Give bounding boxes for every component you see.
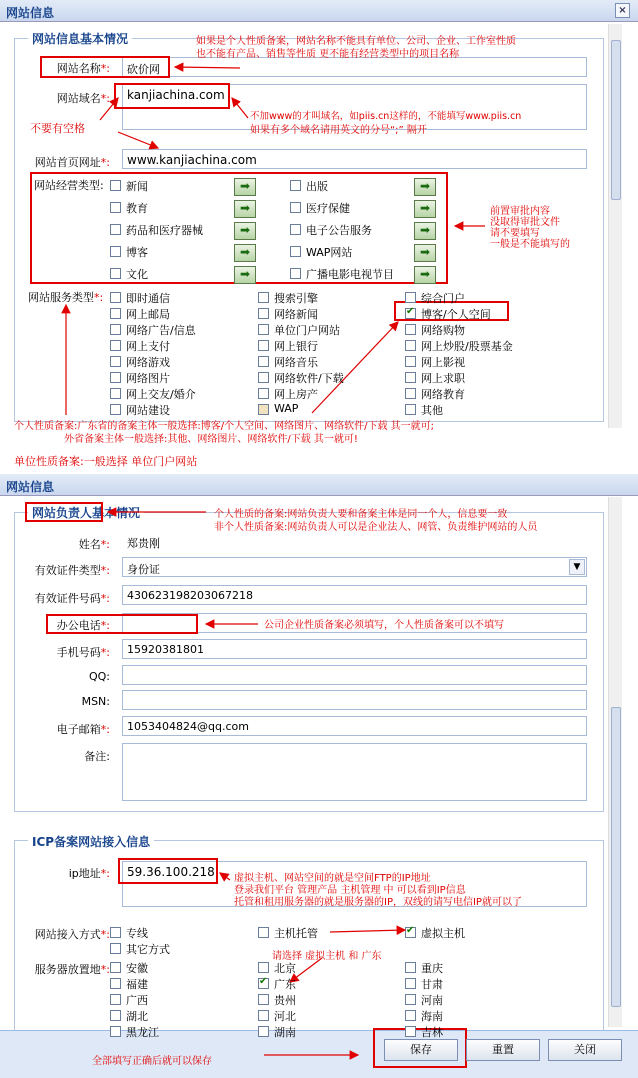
mobile-input[interactable]: 15920381801 xyxy=(122,639,587,659)
email-label: 电子邮箱*: xyxy=(56,723,110,736)
region-checkbox[interactable] xyxy=(110,978,121,989)
biz-label-education: 教育 xyxy=(126,202,148,215)
region-checkbox[interactable] xyxy=(405,1010,416,1021)
email-input[interactable]: 1053404824@qq.com xyxy=(122,716,587,736)
approval-arrow-icon[interactable]: ➡ xyxy=(414,200,436,218)
note-owner-company: 非个人性质备案:网站负责人可以是企业法人、网管、负责维护网站的人员 xyxy=(214,522,538,533)
note-ip-1: 虚拟主机、网站空间的就是空间FTP的IP地址 xyxy=(234,873,431,884)
window-title: 网站信息 xyxy=(6,6,55,20)
region-checkbox[interactable] xyxy=(405,994,416,1005)
approval-arrow-icon[interactable]: ➡ xyxy=(234,222,256,240)
approval-arrow-icon[interactable]: ➡ xyxy=(414,178,436,196)
access-label-dedicated: 专线 xyxy=(126,927,148,940)
note-ip-3: 托管和租用服务器的就是服务器的IP，双线的请写电信IP就可以了 xyxy=(234,897,522,908)
service-label: 网络广告/信息 xyxy=(126,324,196,337)
region-checkbox[interactable] xyxy=(258,1026,269,1037)
service-label: 网上炒股/股票基金 xyxy=(421,340,513,353)
service-checkbox[interactable] xyxy=(405,356,416,367)
service-label: 网络教育 xyxy=(421,388,465,401)
remark-label: 备注: xyxy=(84,750,110,763)
arrow-domain xyxy=(232,98,248,118)
owner-legend: 网站负责人基本情况 xyxy=(28,504,144,521)
region-label: 河北 xyxy=(274,1010,296,1023)
approval-arrow-icon[interactable]: ➡ xyxy=(234,244,256,262)
region-checkbox[interactable] xyxy=(405,1026,416,1037)
service-checkbox[interactable] xyxy=(110,404,121,415)
service-checkbox[interactable] xyxy=(405,324,416,335)
msn-label: MSN: xyxy=(81,695,110,708)
owner-name-label: 姓名*: xyxy=(78,538,110,551)
service-checkbox[interactable] xyxy=(110,324,121,335)
chevron-down-icon[interactable]: ▼ xyxy=(569,559,585,575)
service-label: 网络购物 xyxy=(421,324,465,337)
service-label: 网上求职 xyxy=(421,372,465,385)
domain-textarea[interactable]: kanjiachina.com xyxy=(122,84,587,130)
service-checkbox[interactable] xyxy=(258,340,269,351)
access-method-label: 网站接入方式*: xyxy=(34,928,110,941)
service-checkbox[interactable] xyxy=(110,292,121,303)
service-checkbox[interactable] xyxy=(258,388,269,399)
note-office-phone: 公司企业性质备案必须填写，个人性质备案可以不填写 xyxy=(264,620,504,631)
service-checkbox[interactable] xyxy=(405,292,416,303)
reset-button[interactable]: 重置 xyxy=(466,1039,540,1061)
service-label: 网上邮局 xyxy=(126,308,170,321)
arrow-ip xyxy=(220,873,230,880)
region-label: 湖北 xyxy=(126,1010,148,1023)
biz-label-bbs: 电子公告服务 xyxy=(306,224,372,237)
region-label: 贵州 xyxy=(274,994,296,1007)
service-checkbox[interactable] xyxy=(405,388,416,399)
service-checkbox[interactable] xyxy=(110,356,121,367)
service-label: 网站建设 xyxy=(126,404,170,417)
approval-arrow-icon[interactable]: ➡ xyxy=(414,266,436,284)
id-type-label: 有效证件类型*: xyxy=(34,564,110,577)
note-domain-rule-2: 如果有多个域名请用英文的分号“;” 隔开 xyxy=(250,125,427,136)
window-title-2: 网站信息 xyxy=(6,480,55,494)
approval-arrow-icon[interactable]: ➡ xyxy=(414,244,436,262)
biz-label-broadcast: 广播电影电视节目 xyxy=(306,268,394,281)
approval-arrow-icon[interactable]: ➡ xyxy=(234,200,256,218)
homepage-input[interactable]: www.kanjiachina.com xyxy=(122,149,587,169)
region-label: 黑龙江 xyxy=(126,1026,159,1039)
note-name-rule-2: 也不能有产品、销售等性质 更不能有经营类型中的项目名称 xyxy=(196,49,460,60)
biz-label-publishing: 出版 xyxy=(306,180,328,193)
note-personal-service-2: 外省备案主体一般选择:其他、网络图片、网络软件/下载 其一就可! xyxy=(64,434,358,445)
domain-label: 网站域名*: xyxy=(56,92,110,105)
basic-info-legend: 网站信息基本情况 xyxy=(28,30,132,47)
service-label: 即时通信 xyxy=(126,292,170,305)
arrow-name xyxy=(175,67,240,68)
note-name-rule-1: 如果是个人性质备案，网站名称不能具有单位、公司、企业、工作室性质 xyxy=(196,36,516,47)
icp-legend: ICP备案网站接入信息 xyxy=(28,833,154,850)
service-label: 网络游戏 xyxy=(126,356,170,369)
office-phone-label: 办公电话*: xyxy=(56,619,110,632)
qq-label: QQ: xyxy=(88,670,110,683)
service-checkbox[interactable] xyxy=(258,324,269,335)
arrow-nospace-1 xyxy=(100,98,118,120)
note-personal-service-1: 个人性质备案:广东省的备案主体一般选择:博客/个人空间、网络图片、网络软件/下载 其一就可; xyxy=(14,421,435,432)
service-type-label: 网站服务类型*: xyxy=(28,291,104,304)
mobile-label: 手机号码*: xyxy=(56,646,110,659)
service-label: 搜索引擎 xyxy=(274,292,318,305)
ip-textarea[interactable]: 59.36.100.218 xyxy=(122,861,587,907)
region-checkbox[interactable] xyxy=(110,1026,121,1037)
region-checkbox[interactable] xyxy=(405,962,416,973)
region-checkbox[interactable] xyxy=(405,978,416,989)
region-label: 吉林 xyxy=(421,1026,443,1039)
service-checkbox[interactable] xyxy=(405,372,416,383)
note-owner-personal: 个人性质的备案:网站负责人要和备案主体是同一个人，信息要一致 xyxy=(214,509,508,520)
note-preapproval-3: 请不要填写 xyxy=(490,228,540,239)
biz-type-label: 网站经营类型: xyxy=(34,179,104,192)
service-checkbox[interactable] xyxy=(258,372,269,383)
region-label: 海南 xyxy=(421,1010,443,1023)
service-checkbox[interactable] xyxy=(258,356,269,367)
service-checkbox[interactable] xyxy=(110,388,121,399)
region-label: 广东 xyxy=(274,978,296,991)
service-label: 其他 xyxy=(421,404,443,417)
region-checkbox[interactable] xyxy=(258,978,269,989)
biz-label-blog: 博客 xyxy=(126,246,148,259)
service-checkbox[interactable] xyxy=(405,340,416,351)
note-preapproval-1: 前置审批内容 xyxy=(490,206,550,217)
note-preapproval-4: 一般是不能填写的 xyxy=(490,239,570,250)
service-checkbox[interactable] xyxy=(258,292,269,303)
service-label: 网上影视 xyxy=(421,356,465,369)
approval-arrow-icon[interactable]: ➡ xyxy=(414,222,436,240)
service-label: 网上银行 xyxy=(274,340,318,353)
region-label: 重庆 xyxy=(421,962,443,975)
approval-arrow-icon[interactable]: ➡ xyxy=(234,266,256,284)
region-label: 甘肃 xyxy=(421,978,443,991)
service-label: 单位门户网站 xyxy=(274,324,340,337)
region-label: 河南 xyxy=(421,994,443,1007)
site-name-label: 网站名称*: xyxy=(56,62,110,75)
access-label-virtual-host: 虚拟主机 xyxy=(421,927,465,940)
note-ip-2: 登录我们平台 管理产品 主机管理 中 可以看到IP信息 xyxy=(234,885,466,896)
service-label: 网络新闻 xyxy=(274,308,318,321)
region-label: 安徽 xyxy=(126,962,148,975)
service-label: WAP xyxy=(274,402,299,415)
access-label-colocation: 主机托管 xyxy=(274,927,318,940)
region-checkbox[interactable] xyxy=(110,994,121,1005)
close-icon[interactable]: × xyxy=(615,3,630,18)
region-label: 湖南 xyxy=(274,1026,296,1039)
biz-label-news: 新闻 xyxy=(126,180,148,193)
biz-label-culture: 文化 xyxy=(126,268,148,281)
save-button[interactable]: 保存 xyxy=(384,1039,458,1061)
arrow-virtual-host xyxy=(330,930,405,932)
region-checkbox[interactable] xyxy=(258,994,269,1005)
biz-label-wap: WAP网站 xyxy=(306,246,353,259)
service-label: 网上交友/婚介 xyxy=(126,388,196,401)
service-label: 网络图片 xyxy=(126,372,170,385)
id-number-label: 有效证件号码*: xyxy=(34,592,110,605)
service-label: 博客/个人空间 xyxy=(421,308,491,321)
region-checkbox[interactable] xyxy=(110,1010,121,1021)
service-checkbox[interactable] xyxy=(258,404,269,415)
site-name-input[interactable]: 砍价网 xyxy=(122,57,587,77)
ip-label: ip地址*: xyxy=(68,867,110,880)
biz-label-medical: 医疗保健 xyxy=(306,202,350,215)
note-save: 全部填写正确后就可以保存 xyxy=(92,1056,212,1067)
note-domain-rule-1: 不加www的才叫域名，如piis.cn这样的，不能填写www.piis.cn xyxy=(250,111,522,122)
service-checkbox[interactable] xyxy=(110,372,121,383)
approval-arrow-icon[interactable]: ➡ xyxy=(234,178,256,196)
homepage-label: 网站首页网址*: xyxy=(34,156,110,169)
server-location-label: 服务器放置地*: xyxy=(34,963,110,976)
id-number-input[interactable]: 430623198203067218 xyxy=(122,585,587,605)
service-checkbox[interactable] xyxy=(258,308,269,319)
service-label: 网上房产 xyxy=(274,388,318,401)
region-label: 北京 xyxy=(274,962,296,975)
id-type-select[interactable]: 身份证 xyxy=(122,557,587,577)
region-label: 福建 xyxy=(126,978,148,991)
owner-name-value: 郑贵刚 xyxy=(122,531,587,551)
region-checkbox[interactable] xyxy=(110,962,121,973)
region-checkbox[interactable] xyxy=(258,962,269,973)
note-no-space: 不要有空格 xyxy=(30,122,85,135)
service-checkbox[interactable] xyxy=(110,340,121,351)
note-company-service: 单位性质备案:一般选择 单位门户网站 xyxy=(14,455,198,468)
close-button[interactable]: 关闭 xyxy=(548,1039,622,1061)
biz-label-drugs: 药品和医疗器械 xyxy=(126,224,203,237)
service-label: 网络音乐 xyxy=(274,356,318,369)
region-checkbox[interactable] xyxy=(258,1010,269,1021)
note-preapproval-2: 没取得审批文件 xyxy=(490,217,560,228)
service-checkbox[interactable] xyxy=(110,308,121,319)
note-select-virtual-gd: 请选择 虚拟主机 和 广东 xyxy=(272,951,382,962)
service-checkbox[interactable] xyxy=(405,404,416,415)
service-label: 综合门户 xyxy=(421,292,465,305)
service-label: 网上支付 xyxy=(126,340,170,353)
arrow-nospace-2 xyxy=(118,132,158,148)
region-label: 广西 xyxy=(126,994,148,1007)
access-label-other: 其它方式 xyxy=(126,943,170,956)
service-checkbox[interactable] xyxy=(405,308,416,319)
service-label: 网络软件/下载 xyxy=(274,372,344,385)
